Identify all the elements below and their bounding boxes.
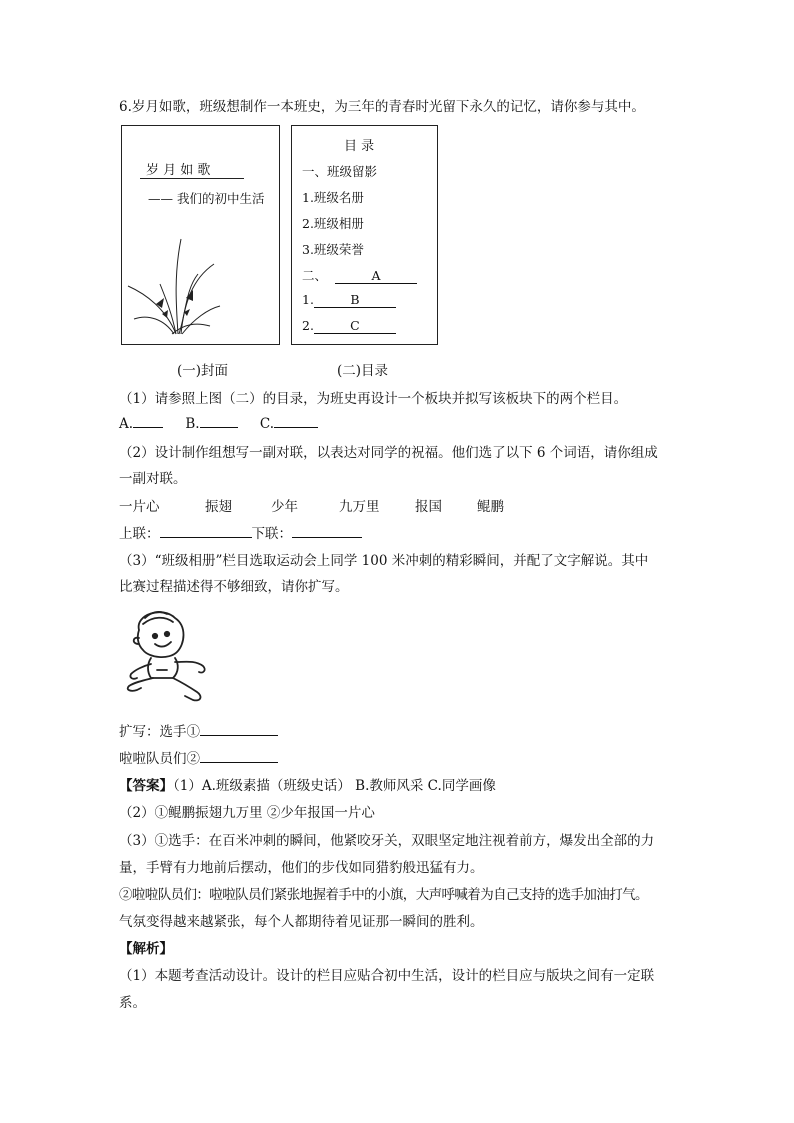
couplet-up-blank[interactable] [160,524,252,538]
cover-title-rule [140,178,244,179]
word-item: 鲲鹏 [477,499,504,515]
couplet-up-label: 上联： [119,526,160,542]
answer-3-line1: （3）①选手：在百米冲刺的瞬间，他紧咬牙关，双眼坚定地注视着前方，爆发出全部的力 [119,833,655,849]
expand-2-blank[interactable] [200,749,278,763]
q2-text-line1: （2）设计制作组想写一副对联，以表达对同学的祝福。他们选了以下 6 个词语，请你组成 [119,445,658,461]
answer-3-line3: ②啦啦队员们：啦啦队员们紧张地握着手中的小旗，大声呼喊着为自己支持的选手加油打气。 [119,887,648,903]
answer-3-line4: 气氛变得越来越紧张，每个人都期待着见证那一瞬间的胜利。 [119,914,484,930]
toc-box [291,125,438,345]
answer-row-1 [119,774,496,794]
toc-blank-a: A [335,268,417,284]
word-item: 报国 [415,499,442,515]
couplet-down-blank[interactable] [292,524,362,538]
toc-item-3: 3.班级荣誉 [302,242,364,257]
runner-illustration [123,608,211,706]
cover-caption: (一)封面 [177,363,229,379]
q1-text: （1）请参照上图（二）的目录，为班史再设计一个板块并拟写该板块下的两个栏目。 [119,391,628,407]
word-item: 少年 [271,499,298,515]
grass-illustration [126,234,222,344]
cover-subtitle: —— 我们的初中生活 [148,191,265,206]
q2-text-line2: 一副对联。 [119,471,187,487]
answer-1: （1）A.班级素描（班级史话） B.教师风采 C.同学画像 [173,778,496,794]
q1-answer-blanks [119,414,318,432]
toc-sub-2 [302,318,396,334]
blank-a[interactable] [133,414,163,428]
toc-sub-1 [302,292,396,308]
blank-b[interactable] [200,414,238,428]
question-intro: 6.岁月如歌，班级想制作一本班史，为三年的青春时光留下永久的记忆，请你参与其中。 [119,99,645,115]
q3-text-line2: 比赛过程描述得不够细致，请你扩写。 [119,579,349,595]
couplet-down-label: 下联： [251,526,292,542]
expand-row-1 [119,720,278,740]
q3-text-line1: （3）“班级相册”栏目选取运动会上同学 100 米冲刺的精彩瞬间，并配了文字解说。其中 [119,553,649,569]
blank-c[interactable] [274,414,318,428]
q1-label-b: B. [185,416,200,432]
expand-row-2 [119,747,278,767]
toc-caption: (二)目录 [337,363,389,379]
toc-section-2 [302,266,417,284]
expand-2-label: 啦啦队员们② [119,751,200,767]
q1-label-a: A. [119,416,134,432]
analysis-label: 【解析】 [119,941,173,957]
toc-item-1: 1.班级名册 [302,190,364,205]
toc-section-1: 一、班级留影 [302,164,378,179]
cover-title: 岁 月 如 歌 [146,163,211,178]
toc-title: 目 录 [344,139,375,154]
toc-item-2: 2.班级相册 [302,216,364,231]
word-item: 九万里 [339,499,380,515]
couplet-row [119,522,362,542]
answer-3-line2: 量，手臂有力地前后摆动，他们的步伐如同猎豹般迅猛有力。 [119,860,484,876]
word-item: 振翅 [205,499,232,515]
expand-1-label: 扩写：选手① [119,724,200,740]
answer-2: （2）①鲲鹏振翅九万里 ②少年报国一片心 [119,805,375,821]
expand-1-blank[interactable] [200,722,278,736]
word-item: 一片心 [119,499,160,515]
analysis-line1: （1）本题考查活动设计。设计的栏目应贴合初中生活，设计的栏目应与版块之间有一定联 [119,968,655,984]
cover-box [121,125,280,345]
toc-section-2-prefix: 二、 [302,268,328,283]
answer-label: 【答案】 [119,778,173,794]
toc-blank-b: B [314,292,396,308]
toc-sub-2-prefix: 2. [302,318,314,333]
toc-blank-c: C [314,318,396,334]
analysis-line2: 系。 [119,995,146,1011]
q1-label-c: C. [259,416,274,432]
word-list [119,495,504,515]
toc-sub-1-prefix: 1. [302,292,314,307]
